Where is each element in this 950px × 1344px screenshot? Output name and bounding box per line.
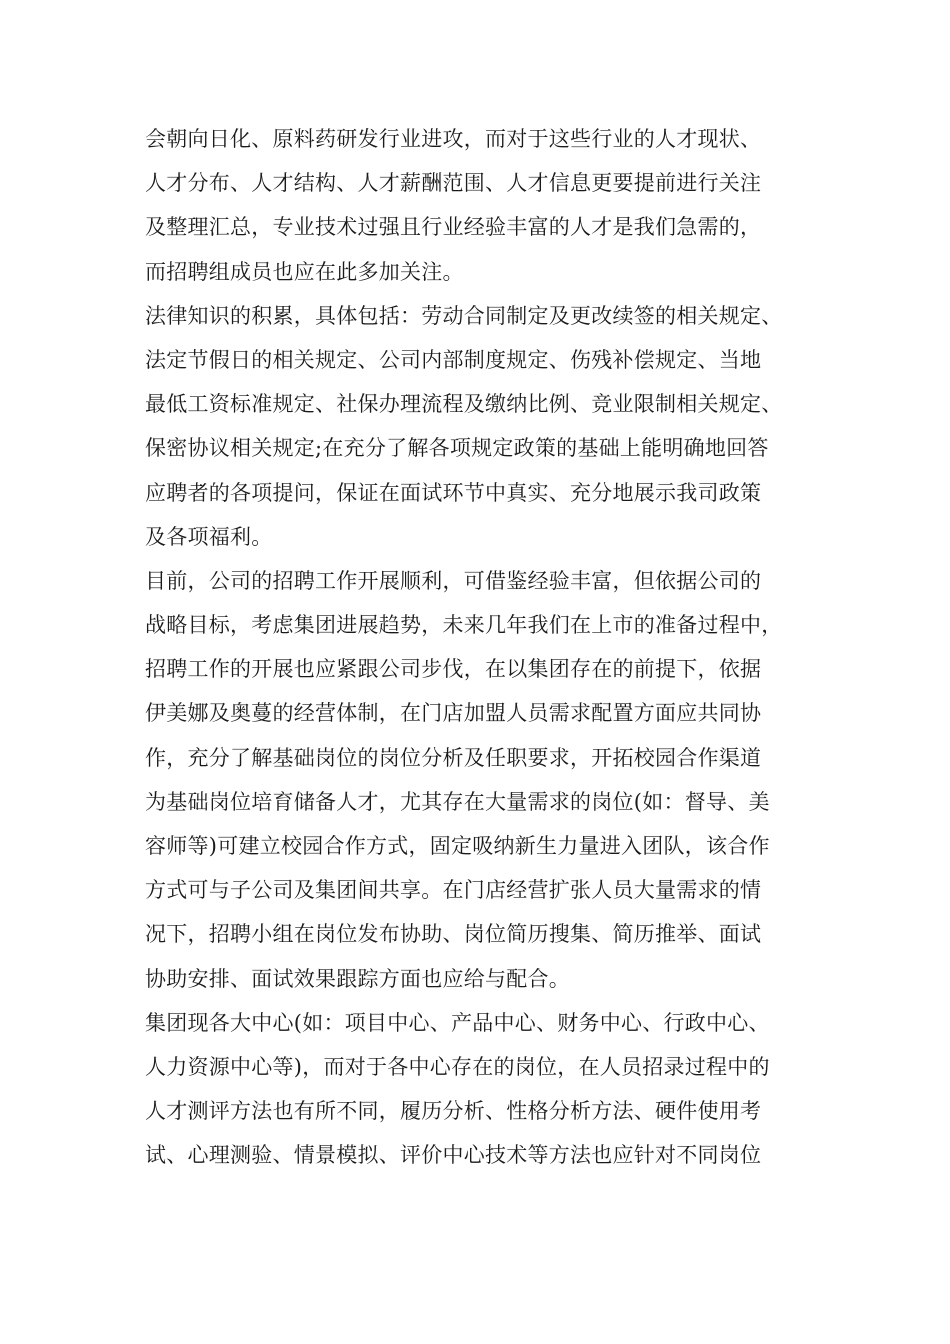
text-line: 人才测评方法也有所不同，履历分析、性格分析方法、硬件使用考 [145,1099,762,1124]
text-line: 而招聘组成员也应在此多加关注。 [145,259,464,284]
text-line: 况下，招聘小组在岗位发布协助、岗位简历搜集、简历推举、面试 [145,922,762,947]
text-line: 法律知识的积累，具体包括：劳动合同制定及更改续签的相关规定、 [145,303,783,328]
text-line: 及整理汇总，专业技术过强且行业经验丰富的人才是我们急需的， [145,215,762,240]
text-line: 会朝向日化、原料药研发行业进攻，而对于这些行业的人才现状、 [145,127,762,151]
text-line: 作，充分了解基础岗位的岗位分析及任职要求，开拓校园合作渠道 [145,745,762,770]
text-line: 协助安排、面试效果跟踪方面也应给与配合。 [145,966,570,991]
text-line: 目前，公司的招聘工作开展顺利，可借鉴经验丰富，但依据公司的 [145,568,762,593]
text-line: 战略目标，考虑集团进展趋势，未来几年我们在上市的准备过程中， [145,613,783,638]
text-line: 方式可与子公司及集团间共享。在门店经营扩张人员大量需求的情 [145,878,762,903]
text-line: 最低工资标准规定、社保办理流程及缴纳比例、竞业限制相关规定、 [145,392,783,417]
document-body [145,117,830,1178]
text-line: 伊美娜及奥蔓的经营体制，在门店加盟人员需求配置方面应共同协 [145,701,762,726]
text-line: 法定节假日的相关规定、公司内部制度规定、伤残补偿规定、当地 [145,347,762,372]
text-line: 人力资源中心等)，而对于各中心存在的岗位，在人员招录过程中的 [145,1054,770,1079]
text-line: 人才分布、人才结构、人才薪酬范围、人才信息更要提前进行关注 [145,171,762,196]
text-line: 为基础岗位培育储备人才，尤其存在大量需求的岗位(如：督导、美 [145,789,770,814]
text-line: 及各项福利。 [145,524,273,549]
text-line: 试、心理测验、情景模拟、评价中心技术等方法也应针对不同岗位 [145,1143,762,1168]
text-line: 应聘者的各项提问，保证在面试环节中真实、充分地展示我司政策 [145,480,762,505]
text-line: 集团现各大中心(如：项目中心、产品中心、财务中心、行政中心、 [145,1010,770,1035]
text-line: 保密协议相关规定;在充分了解各项规定政策的基础上能明确地回答 [145,436,769,461]
text-line: 容师等)可建立校园合作方式，固定吸纳新生力量进入团队，该合作 [145,834,770,858]
text-line: 招聘工作的开展也应紧跟公司步伐，在以集团存在的前提下，依据 [145,657,762,682]
